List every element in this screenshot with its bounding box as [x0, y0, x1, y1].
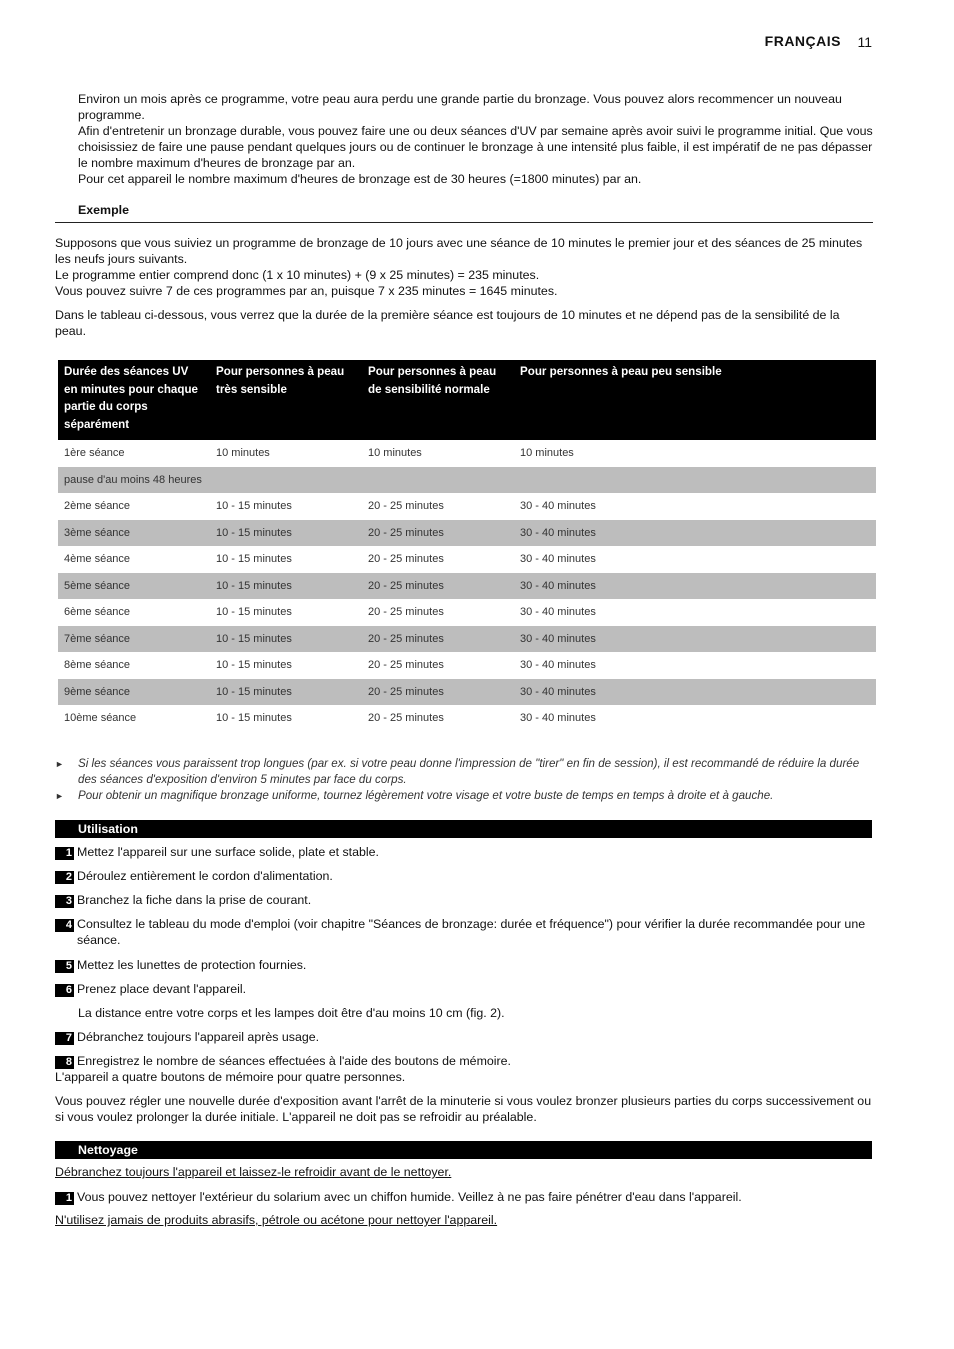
step-text: Mettez les lunettes de protection fournies. [77, 958, 307, 972]
step-item [55, 868, 873, 884]
table-row [58, 573, 876, 600]
cleaning-warning: N'utilisez jamais de produits abrasifs, pétrole ou acétone pour nettoyer l'appareil. [55, 1213, 498, 1227]
section-bar-utilisation [55, 820, 872, 838]
table-header: Pour personnes à peau très sensible [210, 360, 362, 440]
table-row [58, 652, 876, 679]
step-item [55, 892, 873, 908]
table-cell: 10 - 15 minutes [216, 659, 292, 672]
tip-text: Pour obtenir un magnifique bronzage uniforme, tournez légèrement votre visage et votre buste de temps en temps à droite et à gauche. [78, 789, 774, 802]
table-row [58, 520, 876, 547]
table-header: Pour personnes à peau peu sensible [514, 360, 876, 440]
step-note: L'appareil a quatre boutons de mémoire pour quatre personnes. [55, 1070, 406, 1084]
table-cell: 10 - 15 minutes [210, 679, 362, 706]
table-cell: 3ème séance [58, 520, 210, 547]
table-cell: 9ème séance [58, 679, 210, 706]
section-bar-nettoyage [55, 1141, 872, 1159]
table-cell: 10 minutes [520, 447, 574, 460]
table-cell: 2ème séance [64, 500, 131, 513]
step-text: Vous pouvez nettoyer l'extérieur du solarium avec un chiffon humide. Veillez à ne pas faire pénétrer d'eau dans l'appareil. [77, 1190, 742, 1204]
table-cell: 20 - 25 minutes [362, 679, 514, 706]
step-item [55, 981, 873, 997]
table-row [58, 493, 876, 520]
table-cell: 1ère séance [64, 447, 125, 460]
step-note: La distance entre votre corps et les lampes doit être d'au moins 10 cm (fig. 2). [78, 1006, 505, 1020]
table-cell: 30 - 40 minutes [514, 679, 876, 706]
table-cell: 20 - 25 minutes [368, 712, 444, 725]
table-cell [362, 467, 514, 494]
exemple-line: Vous pouvez suivre 7 de ces programmes par an, puisque 7 x 235 minutes = 1645 minutes. [55, 284, 558, 298]
step-number: 1 [55, 847, 74, 860]
step-text: Enregistrez le nombre de séances effectuées à l'aide des boutons de mémoire. [77, 1054, 511, 1068]
table-cell: 10 - 15 minutes [216, 553, 292, 566]
step-text: Consultez le tableau du mode d'emploi (voir chapitre "Séances de bronzage: durée et fréquence") pour vérifier la durée recommandée pour une séance. [77, 917, 866, 947]
table-cell: 30 - 40 minutes [514, 626, 876, 653]
table-row [58, 546, 876, 573]
step-number: 4 [55, 919, 74, 932]
table-cell: 10 - 15 minutes [216, 606, 292, 619]
table-cell: 30 - 40 minutes [520, 553, 596, 566]
exemple-note: Dans le tableau ci-dessous, vous verrez que la durée de la première séance est toujours de 10 minutes et ne dépend pas de la sensibilité de la peau. [55, 308, 840, 338]
tip-item [55, 788, 873, 804]
bullet-arrow-icon: ► [55, 791, 64, 801]
section-title: Utilisation [78, 822, 138, 836]
step-item [55, 1053, 873, 1069]
table-cell: 20 - 25 minutes [362, 520, 514, 547]
table-cell: 30 - 40 minutes [514, 573, 876, 600]
table-cell: 10 - 15 minutes [216, 500, 292, 513]
step-item [55, 957, 873, 973]
intro-paragraph: Afin d'entretenir un bronzage durable, vous pouvez faire une ou deux séances d'UV par semaine après avoir suivi le programme initial. Que vous choisissiez de faire une pause pendant quelques jours ou de continuer le bronzage à une intensité plus faible, il est impératif de ne pas dépasser le nombre maximum d'heures de bronzage par an. [78, 124, 873, 170]
table-cell: 30 - 40 minutes [514, 520, 876, 547]
table-cell: 4ème séance [64, 553, 131, 566]
section-language: FRANÇAIS [764, 33, 841, 49]
exemple-line: Supposons que vous suiviez un programme de bronzage de 10 jours avec une séance de 10 minutes le premier jour et des séances de 25 minutes les neufs jours suivants. [55, 236, 863, 266]
divider [55, 222, 873, 223]
step-text: Branchez la fiche dans la prise de courant. [77, 893, 312, 907]
table-cell: 5ème séance [58, 573, 210, 600]
table-cell: 10 minutes [368, 447, 422, 460]
table-row [58, 467, 876, 494]
exemple-heading: Exemple [78, 203, 129, 217]
tip-text: Si les séances vous paraissent trop longues (par ex. si votre peau donne l'impression de "tirer" en fin de session), il est recommandé de réduire la durée des séances d'exposition d'environ 5 minutes par face du corps. [78, 757, 860, 786]
utilisation-paragraph: Vous pouvez régler une nouvelle durée d'exposition avant l'arrêt de la minuterie si vous voulez bronzer plusieurs parties du corps successivement ou si vous voulez prolonger la durée initiale. L'appareil ne doit pas se refroidir au préalable. [55, 1094, 872, 1124]
step-number: 6 [55, 984, 74, 997]
table-cell: 10 - 15 minutes [210, 573, 362, 600]
table-cell: 20 - 25 minutes [362, 626, 514, 653]
table-cell: 30 - 40 minutes [520, 659, 596, 672]
table-cell: pause d'au moins 48 heures [58, 467, 210, 494]
step-number: 8 [55, 1056, 74, 1069]
exemple-line: Le programme entier comprend donc (1 x 10 minutes) + (9 x 25 minutes) = 235 minutes. [55, 268, 540, 282]
table-cell: 30 - 40 minutes [520, 712, 596, 725]
step-item [55, 844, 873, 860]
table-cell: 20 - 25 minutes [368, 553, 444, 566]
tip-item [55, 756, 873, 788]
intro-paragraph: Pour cet appareil le nombre maximum d'heures de bronzage est de 30 heures (=1800 minutes) par an. [78, 172, 642, 186]
table-cell: 10 - 15 minutes [216, 712, 292, 725]
table-cell: 20 - 25 minutes [368, 500, 444, 513]
table-cell [514, 467, 876, 494]
table-cell: 20 - 25 minutes [368, 606, 444, 619]
step-text: Prenez place devant l'appareil. [77, 982, 247, 996]
page-number: 11 [857, 34, 872, 50]
bullet-arrow-icon: ► [55, 759, 64, 769]
table-cell [210, 467, 362, 494]
step-number: 1 [55, 1192, 74, 1205]
table-cell: 30 - 40 minutes [520, 500, 596, 513]
step-number: 3 [55, 895, 74, 908]
step-text: Débranchez toujours l'appareil après usage. [77, 1030, 320, 1044]
table-cell: 10 - 15 minutes [210, 520, 362, 547]
table-row [58, 679, 876, 706]
step-number: 2 [55, 871, 74, 884]
table-row [58, 440, 876, 467]
step-text: Déroulez entièrement le cordon d'alimentation. [77, 869, 333, 883]
table-cell: 10 minutes [216, 447, 270, 460]
table-cell: 20 - 25 minutes [368, 659, 444, 672]
step-number: 7 [55, 1032, 74, 1045]
step-item [55, 916, 873, 948]
table-cell: 8ème séance [64, 659, 131, 672]
step-item [55, 1189, 873, 1205]
table-row [58, 705, 876, 732]
session-duration-table [58, 360, 876, 732]
table-row [58, 599, 876, 626]
intro-block [78, 91, 873, 187]
table-header: Pour personnes à peau de sensibilité normale [362, 360, 514, 440]
table-cell: 10 - 15 minutes [210, 626, 362, 653]
intro-paragraph: Environ un mois après ce programme, votre peau aura perdu une grande partie du bronzage. Vous pouvez alors recommencer un nouveau programme. [78, 92, 842, 122]
cleaning-warning: Débranchez toujours l'appareil et laissez-le refroidir avant de le nettoyer. [55, 1165, 452, 1179]
exemple-text [55, 235, 873, 299]
table-cell: 30 - 40 minutes [520, 606, 596, 619]
section-title: Nettoyage [78, 1143, 138, 1157]
step-number: 5 [55, 960, 74, 973]
table-cell: 7ème séance [58, 626, 210, 653]
step-item [55, 1029, 873, 1045]
tips-list [55, 756, 873, 804]
table-cell: 20 - 25 minutes [362, 573, 514, 600]
table-cell: 6ème séance [64, 606, 131, 619]
table-header-row [58, 360, 876, 440]
step-text: Mettez l'appareil sur une surface solide, plate et stable. [77, 845, 379, 859]
table-header: Durée des séances UV en minutes pour chaque partie du corps séparément [58, 360, 210, 440]
table-cell: 10ème séance [64, 712, 137, 725]
table-row [58, 626, 876, 653]
